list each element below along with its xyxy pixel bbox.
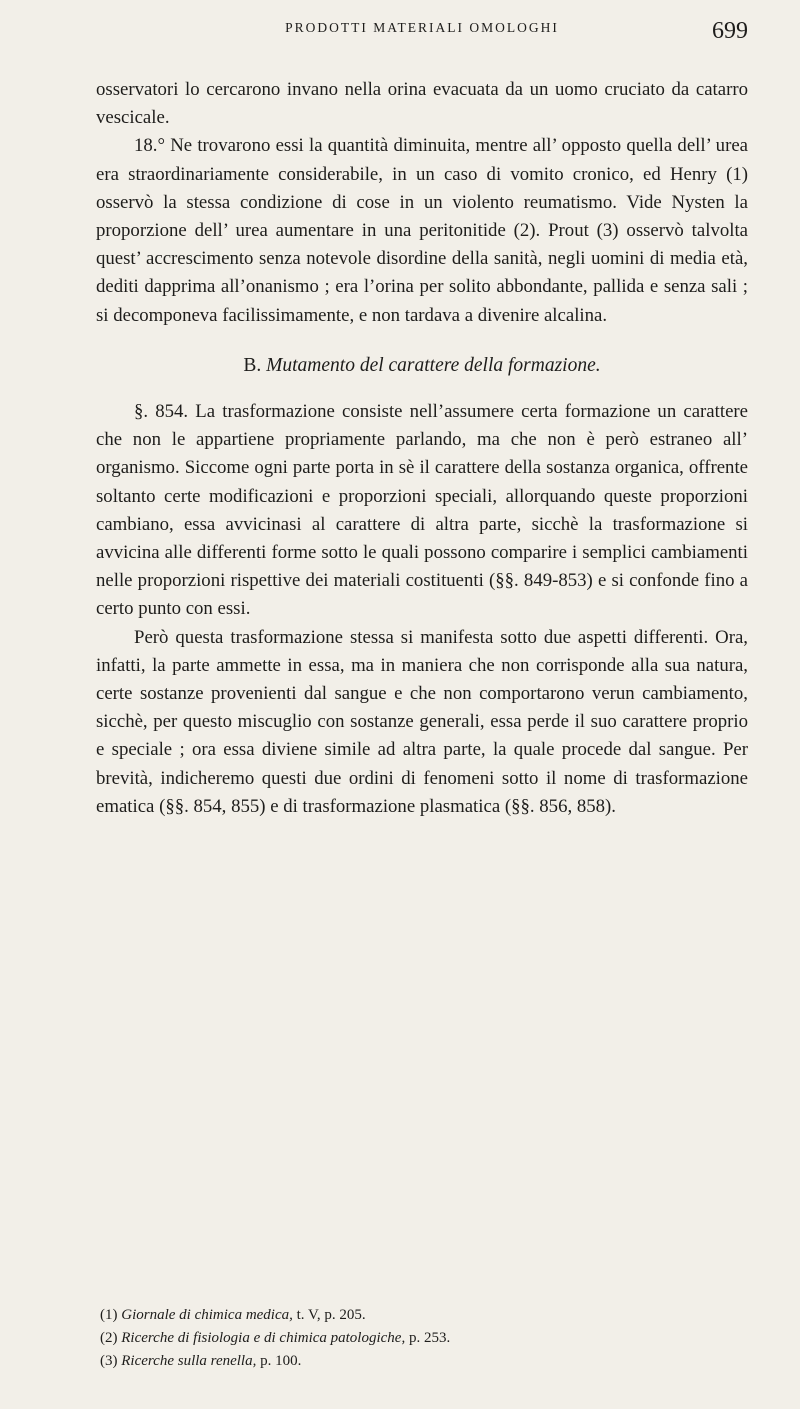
footnote-1 [96,1304,748,1327]
paragraph-forms: Però questa trasformazione stessa si manifesta sotto due aspetti differenti. Ora, infatti, la parte ammette in essa, ma in maniera che non corrisponde alla sua natura, certe sostanze provenienti dal sangue e che non comportarono verun cambiamento, sicchè, per questo miscuglio con sostanze generali, essa perde il suo carattere proprio e speciale ; ora essa diviene simile ad altra parte, la quale procede dal sangue. Per brevità, indicheremo questi due ordini di fenomeni sotto il nome di trasformazione ematica (§§. 854, 855) e di trasformazione plasmatica (§§. 856, 858). [96,626,748,817]
footnote-number: (3) [100,1353,118,1369]
footnote-number: (2) [100,1330,118,1346]
footnote-2 [96,1327,748,1350]
footnote-3 [96,1350,748,1373]
section-letter: B. [243,354,262,376]
footnote-ref: p. 253. [405,1330,451,1346]
page-body [96,76,748,821]
section-title: Mutamento del carattere della formazione. [266,354,601,376]
footnotes [96,1304,748,1373]
footnote-title: Giornale di chimica medica, [121,1307,293,1323]
footnote-ref: p. 100. [256,1353,302,1369]
paragraph-item-18: 18.° Ne trovarono essi la quantità diminuita, mentre all’ opposto quella dell’ urea era straordinariamente considerabile, in un caso di vomito cronico, ed Henry (1) osservò la stessa condizione di cose in un violento reumatismo. Vide Nysten la proporzione dell’ urea aumentare in una peritonitide (2). Prout (3) osservò talvolta quest’ accrescimento senza notevole disordine della sanità, negli uomini di media età, dediti dapprima all’onanismo ; era l’orina per solito abbondante, pallida e senza sali ; si decomponeva facilissimamente, e non tardava a divenire alcalina. [96,135,748,326]
running-head: PRODOTTI MATERIALI OMOLOGHI [285,20,559,35]
footnote-number: (1) [100,1307,118,1323]
paragraph-section-854: §. 854. La trasformazione consiste nell’assumere certa formazione un carattere che non le appartiene propriamente parlando, ma che non è però estraneo all’ organismo. Siccome ogni parte porta in sè il carattere della sostanza organica, offrente soltanto certe modificazioni e proporzioni speciali, allorquando queste proporzioni cambiano, essa avvicinasi al carattere di altra parte, sicchè la trasformazione si avvicina alle differenti forme sotto le quali possono comparire i semplici cambiamenti nelle proporzioni rispettive dei materiali costituenti (§§. 849-853) e si confonde fino a certo punto con essi. [96,401,748,620]
section-heading [96,352,748,380]
page-header [96,18,748,58]
paragraph-continuation: osservatori lo cercarono invano nella orina evacuata da un uomo cruciato da catarro vescicale. [96,79,748,129]
footnote-title: Ricerche sulla renella, [121,1353,257,1369]
footnote-ref: t. V, p. 205. [292,1307,366,1323]
footnote-title: Ricerche di fisiologia e di chimica patologiche, [121,1330,406,1346]
page-number: 699 [712,18,748,44]
